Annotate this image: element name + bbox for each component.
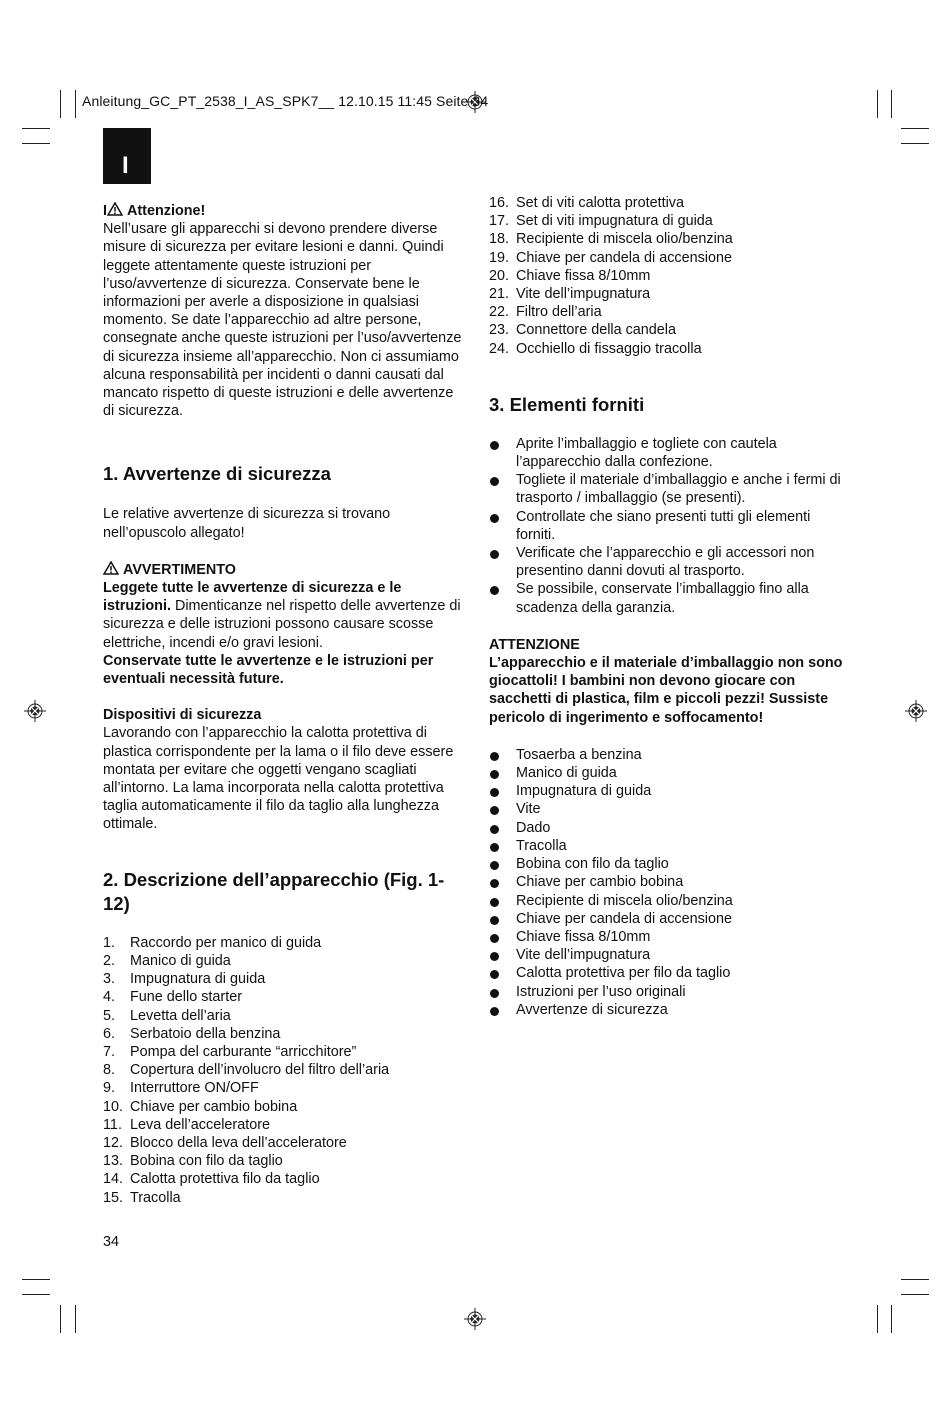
bullet-icon [490, 1007, 499, 1016]
print-slug: Anleitung_GC_PT_2538_I_AS_SPK7__ 12.10.15 11:45 Seite 34 [82, 93, 489, 109]
bullet-icon [490, 861, 499, 870]
list-item [103, 1189, 465, 1207]
bullet-icon [490, 970, 499, 979]
list-item [489, 983, 849, 1001]
item-number: 12. [103, 1134, 124, 1151]
bullet-icon [490, 550, 499, 559]
item-number: 5. [103, 1007, 116, 1024]
bullet-icon [490, 989, 499, 998]
list-item [489, 964, 849, 982]
item-text: Pompa del carburante “arricchitore” [130, 1043, 357, 1060]
item-number: 1. [103, 934, 116, 951]
warning-title-text: AVVERTIMENTO [123, 561, 237, 578]
list-item [489, 782, 849, 800]
item-text: Impugnatura di guida [130, 971, 266, 988]
section3-heading: 3. Elementi forniti [489, 393, 645, 415]
list-item [103, 1007, 465, 1025]
list-item [489, 764, 849, 782]
item-text: Vite dell’impugnatura [516, 286, 651, 303]
list-item [103, 1152, 465, 1170]
item-number: 2. [103, 952, 116, 969]
item-text: Controllate che siano presenti tutti gli elementi forniti. [516, 508, 811, 543]
list-item [489, 230, 849, 248]
list-item [103, 1043, 465, 1061]
right-column [489, 194, 849, 1019]
item-number: 8. [103, 1062, 116, 1079]
item-number: 6. [103, 1025, 116, 1042]
item-text: Tracolla [516, 837, 567, 854]
item-text: Avvertenze di sicurezza [516, 1001, 668, 1018]
list-item [103, 1061, 465, 1079]
intro-title [103, 202, 465, 220]
list-item [489, 892, 849, 910]
list-item [103, 1079, 465, 1097]
bullet-icon [490, 916, 499, 925]
bullet-icon [490, 879, 499, 888]
list-item [103, 1134, 465, 1152]
item-text: Recipiente di miscela olio/benzina [516, 231, 733, 248]
item-text: Copertura dell’involucro del filtro dell’aria [130, 1062, 390, 1079]
bullet-icon [490, 825, 499, 834]
item-text: Chiave per cambio bobina [516, 874, 684, 891]
item-text: Blocco della leva dell’acceleratore [130, 1134, 347, 1151]
item-number: 21. [489, 286, 510, 303]
attention-body: L’apparecchio e il materiale d’imballaggio non sono giocattoli! I bambini non devono giocare con sacchetti di plastica, film e piccoli pezzi! Sussiste pericolo di ingerimento e soffocamento! [489, 655, 843, 726]
list-item [103, 1116, 465, 1134]
item-number: 3. [103, 971, 116, 988]
item-text: Connettore della candela [516, 322, 677, 339]
item-number: 18. [489, 231, 510, 248]
bullet-icon [490, 441, 499, 450]
item-text: Istruzioni per l’uso originali [516, 983, 686, 1000]
item-text: Chiave fissa 8/10mm [516, 267, 651, 284]
item-number: 7. [103, 1043, 116, 1060]
list-item [489, 873, 849, 891]
list-item [489, 946, 849, 964]
warning-title [103, 561, 465, 579]
item-number: 16. [489, 195, 510, 211]
list-item [489, 800, 849, 818]
parts-list-left [103, 934, 465, 1207]
intro-title-prefix: I [103, 203, 107, 219]
item-text: Vite dell’impugnatura [516, 947, 651, 964]
list-item [489, 340, 849, 358]
bullet-icon [490, 898, 499, 907]
item-number: 15. [103, 1189, 124, 1206]
bullet-icon [490, 514, 499, 523]
bullet-icon [490, 586, 499, 595]
list-item [103, 1098, 465, 1116]
bullet-icon [490, 477, 499, 486]
bullet-icon [490, 934, 499, 943]
delivery-contents-list [489, 746, 849, 1019]
warning-triangle-icon [107, 202, 123, 216]
bullet-icon [490, 770, 499, 779]
list-item [489, 321, 849, 339]
item-text: Se possibile, conservate l’imballaggio fino alla scadenza della garanzia. [516, 581, 809, 616]
list-item [489, 508, 849, 544]
list-item [489, 267, 849, 285]
item-text: Bobina con filo da taglio [516, 856, 669, 873]
warning-text: Dimenticanze nel rispetto delle avvertenze di sicurezza e delle istruzioni possono causare scosse elettriche, incendi e/o gravi lesioni. [103, 598, 461, 651]
language-tab [103, 128, 151, 184]
item-text: Chiave per candela di accensione [516, 249, 733, 266]
bullet-icon [490, 843, 499, 852]
list-item [489, 435, 849, 471]
item-number: 14. [103, 1171, 124, 1188]
warning-triangle-icon [103, 561, 119, 575]
item-number: 10. [103, 1098, 124, 1115]
item-text: Impugnatura di guida [516, 783, 652, 800]
section1-body: Le relative avvertenze di sicurezza si trovano nell’opuscolo allegato! [103, 506, 391, 541]
item-text: Leva dell’acceleratore [130, 1116, 270, 1133]
item-number: 13. [103, 1153, 124, 1170]
item-text: Chiave per candela di accensione [516, 910, 733, 927]
item-number: 24. [489, 340, 510, 357]
list-item [489, 212, 849, 230]
list-item [489, 910, 849, 928]
list-item [103, 1025, 465, 1043]
item-text: Chiave per cambio bobina [130, 1098, 298, 1115]
intro-body: Nell’usare gli apparecchi si devono prendere diverse misure di sicurezza per evitare lesioni e danni. Quindi leggete attentamente queste istruzioni per l’uso/avvertenze di sicurezza. Conservate bene le informazioni per averle a disposizione in qualsiasi momento. Se date l’apparecchio ad altre persone, consegnate anche queste istruzioni per l’uso/avvertenze di sicurezza insieme all’apparecchio. Non ci assumiamo alcuna responsabilità per incidenti o danni causati dal mancato rispetto di queste istruzioni e delle avvertenze di sicurezza. [103, 221, 462, 420]
item-text: Raccordo per manico di guida [130, 934, 322, 951]
left-column [103, 202, 465, 1207]
item-text: Set di viti calotta protettiva [516, 195, 684, 211]
unpacking-steps-list [489, 435, 849, 617]
item-number: 23. [489, 322, 510, 339]
intro-title-text: Attenzione! [127, 203, 206, 219]
bullet-icon [490, 952, 499, 961]
bullet-icon [490, 788, 499, 797]
item-text: Verificate che l’apparecchio e gli accessori non presentino danni dovuti al trasporto. [516, 545, 815, 580]
item-text: Recipiente di miscela olio/benzina [516, 892, 733, 909]
list-item [489, 249, 849, 267]
item-text: Dado [516, 819, 551, 836]
item-number: 9. [103, 1080, 116, 1097]
item-text: Chiave fissa 8/10mm [516, 928, 651, 945]
warning-paragraph [103, 579, 465, 652]
item-text: Calotta protettiva filo da taglio [130, 1171, 320, 1188]
list-item [489, 746, 849, 764]
warning-bold-intro: Leggete tutte le avvertenze di sicurezza e le istruzioni. [103, 580, 402, 615]
page-number: 34 [103, 1234, 120, 1250]
item-text: Vite [516, 801, 541, 818]
list-item [489, 819, 849, 837]
item-text: Calotta protettiva per filo da taglio [516, 965, 731, 982]
parts-list-right [489, 194, 849, 358]
item-number: 11. [103, 1116, 122, 1133]
list-item [103, 934, 465, 952]
list-item [103, 970, 465, 988]
item-number: 20. [489, 267, 510, 284]
item-text: Interruttore ON/OFF [130, 1080, 259, 1097]
list-item [489, 1001, 849, 1019]
item-text: Manico di guida [516, 765, 617, 782]
item-number: 19. [489, 249, 510, 266]
list-item [103, 988, 465, 1006]
item-text: Togliete il materiale d’imballaggio e anche i fermi di trasporto / imballaggio (se presenti). [516, 472, 841, 507]
section1-heading: 1. Avvertenze di sicurezza [103, 463, 331, 485]
list-item [489, 855, 849, 873]
item-number: 22. [489, 304, 510, 321]
item-text: Levetta dell’aria [130, 1007, 231, 1024]
list-item [489, 303, 849, 321]
item-text: Manico di guida [130, 952, 231, 969]
list-item [489, 580, 849, 616]
list-item [489, 928, 849, 946]
registration-mark-bottom [464, 1308, 486, 1330]
item-text: Occhiello di fissaggio tracolla [516, 340, 702, 357]
safety-devices-title: Dispositivi di sicurezza [103, 707, 262, 724]
item-text: Aprite l’imballaggio e togliete con cautela l’apparecchio dalla confezione. [516, 435, 777, 471]
list-item [103, 1170, 465, 1188]
item-text: Serbatoio della benzina [130, 1025, 281, 1042]
language-tab-label: I [122, 152, 129, 179]
warning-bold-keep: Conservate tutte le avvertenze e le istruzioni per eventuali necessità future. [103, 652, 434, 688]
item-text: Filtro dell’aria [516, 304, 602, 321]
list-item [489, 837, 849, 855]
list-item [489, 544, 849, 580]
attention-title: ATTENZIONE [489, 636, 580, 653]
section2-heading: 2. Descrizione dell’apparecchio (Fig. 1-12) [103, 868, 445, 914]
list-item [489, 194, 849, 212]
registration-mark-right [905, 700, 927, 722]
list-item [489, 471, 849, 507]
item-text: Set di viti impugnatura di guida [516, 213, 713, 230]
item-number: 17. [489, 213, 510, 230]
list-item [103, 952, 465, 970]
item-text: Tracolla [130, 1189, 181, 1206]
registration-mark-left [24, 700, 46, 722]
item-text: Bobina con filo da taglio [130, 1153, 283, 1170]
safety-devices-body: Lavorando con l’apparecchio la calotta protettiva di plastica corrispondente per la lama o il filo deve essere montata per evitare che oggetti vengano scagliati all’intorno. La lama incorporata nella calotta protettiva taglia automaticamente il filo da taglio alla lunghezza ottimale. [103, 725, 454, 833]
bullet-icon [490, 806, 499, 815]
list-item [489, 285, 849, 303]
item-number: 4. [103, 989, 116, 1006]
item-text: Fune dello starter [130, 989, 242, 1006]
item-text: Tosaerba a benzina [516, 746, 642, 763]
bullet-icon [490, 752, 499, 761]
